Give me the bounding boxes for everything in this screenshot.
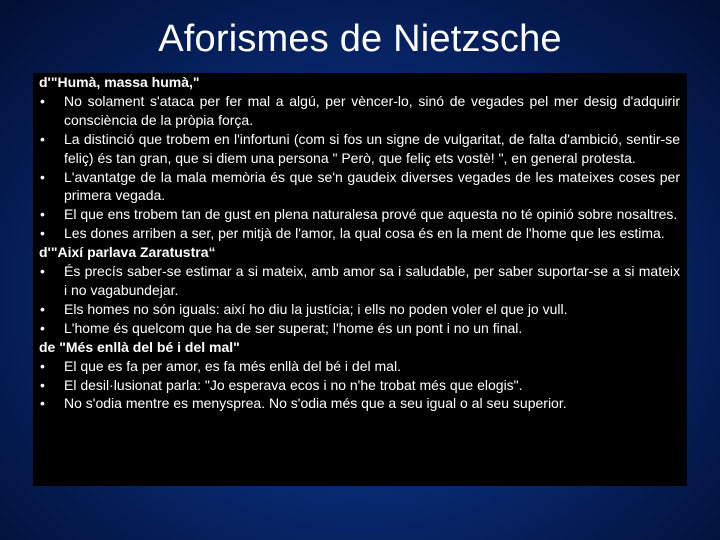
list-item (39, 319, 680, 338)
aphorism-text: No solament s'ataca per fer mal a algú, per vèncer-lo, sinó de vegades pel mer desig d'adquirir consciència de la pròpia força. (64, 92, 680, 128)
aphorism-text: No s'odia mentre es menysprea. No s'odia més que a seu igual o al seu superior. (64, 395, 567, 412)
aphorism-text: El que es fa per amor, es fa més enllà del bé i del mal. (64, 357, 401, 374)
aphorism-text: Les dones arriben a ser, per mitjà de l'amor, la qual cosa és en la ment de l'home que les estima. (64, 225, 665, 242)
aphorism-list-zaratustra (39, 262, 680, 338)
list-item (39, 376, 680, 395)
bullet-icon: • (40, 319, 45, 336)
list-item (39, 357, 680, 376)
bullet-icon: • (40, 130, 45, 147)
aphorism-text: És precís saber-se estimar a si mateix, amb amor sa i saludable, per saber suportar-se a si mateix i no vagabundejar. (64, 263, 680, 298)
list-item (39, 300, 680, 319)
bullet-icon: • (40, 357, 45, 374)
bullet-icon: • (40, 168, 45, 185)
aphorism-text: L'home és quelcom que ha de ser superat; l'home és un pont i no un final. (64, 319, 523, 336)
aphorism-text: Els homes no són iguals: així ho diu la justícia; i ells no poden voler el que jo vull. (64, 300, 568, 317)
list-item (39, 262, 680, 300)
list-item (39, 92, 680, 130)
bullet-icon: • (40, 92, 45, 109)
section-heading-bé-i-mal: de "Més enllà del bé i del mal" (39, 338, 240, 355)
section-heading-zaratustra: d'"Així parlava Zaratustra“ (39, 244, 216, 261)
aphorism-text-box (33, 73, 687, 486)
list-item (39, 224, 680, 243)
list-item (39, 205, 680, 224)
bullet-icon: • (40, 300, 45, 317)
list-item (39, 168, 680, 206)
slide-title: Aforismes de Nietzsche (158, 18, 562, 60)
aphorism-list-huma (39, 92, 680, 243)
bullet-icon: • (40, 376, 45, 393)
bullet-icon: • (40, 263, 45, 280)
list-item (39, 130, 680, 168)
section-heading-huma: d'"Humà, massa humà," (39, 74, 200, 90)
aphorism-list-be-i-mal (39, 357, 680, 414)
list-item (39, 394, 680, 413)
aphorism-text: El que ens trobem tan de gust en plena naturalesa prové que aquesta no té opinió sobre nosaltres. (64, 206, 678, 223)
aphorism-text: L'avantatge de la mala memòria és que se'n gaudeix diverses vegades de les mateixes coses per primera vegada. (64, 168, 680, 204)
bullet-icon: • (40, 225, 45, 242)
aphorism-text: El desil·lusionat parla: "Jo esperava ecos i no n'he trobat més que elogis". (64, 376, 523, 393)
aphorism-text: La distinció que trobem en l'infortuni (com si fos un signe de vulgaritat, de falta d'ambició, sentir-se feliç) és tan gran, que si diem una persona " Però, que feliç ets vostè! ", en general protesta. (64, 130, 680, 166)
bullet-icon: • (40, 395, 45, 412)
bullet-icon: • (40, 206, 45, 223)
